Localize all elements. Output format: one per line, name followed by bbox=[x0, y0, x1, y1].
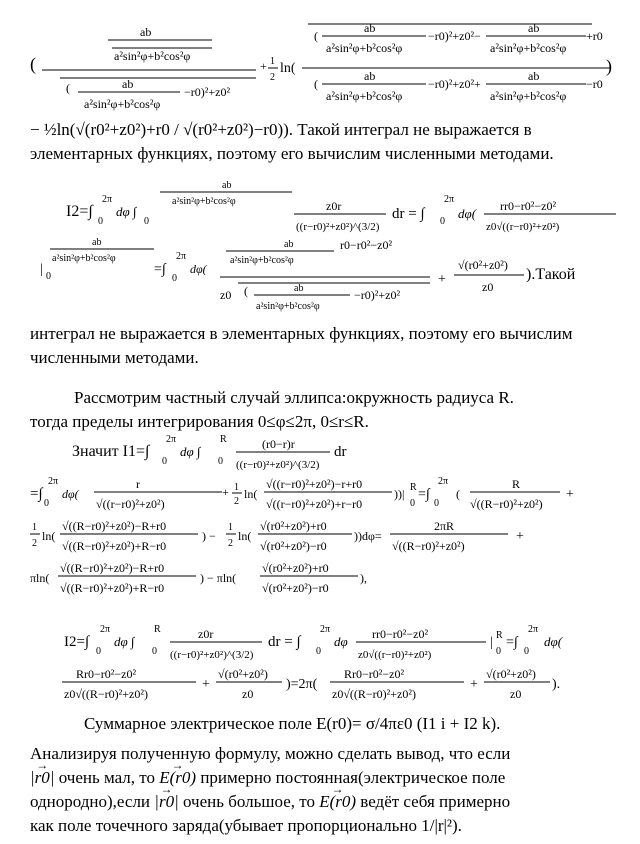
conclusion-line-3a: однородно),если bbox=[30, 792, 151, 811]
svg-text:=∫: =∫ bbox=[506, 635, 518, 650]
formula-i1-head-graphic bbox=[30, 432, 616, 478]
svg-text:+: + bbox=[516, 529, 524, 544]
paragraph-2-text: интеграл не выражается в элементарных функциях, поэтому его вычислим численными методами. bbox=[30, 324, 573, 367]
formula-i2-line2-graphic bbox=[30, 235, 616, 325]
svg-text:r0−r0²−z0²: r0−r0²−z0² bbox=[340, 238, 393, 252]
conclusion-line-3 bbox=[30, 790, 616, 814]
svg-text:ab: ab bbox=[364, 21, 376, 35]
svg-text:))dφ=: ))dφ= bbox=[354, 529, 382, 543]
formula-i1-line2 bbox=[30, 476, 616, 518]
svg-text:√((R−r0)²+z0²)+R−r0: √((R−r0)²+z0²)+R−r0 bbox=[60, 581, 165, 595]
svg-text:2π: 2π bbox=[176, 251, 187, 262]
svg-text:dr = ∫: dr = ∫ bbox=[268, 634, 301, 650]
svg-text:R: R bbox=[410, 482, 417, 493]
formula-i1-line3 bbox=[30, 516, 616, 560]
svg-text:2π: 2π bbox=[438, 476, 449, 487]
svg-text:0: 0 bbox=[440, 216, 445, 227]
formula-i2-line1 bbox=[30, 180, 616, 240]
svg-text:) − πln(: ) − πln( bbox=[200, 571, 237, 585]
svg-text:r: r bbox=[136, 477, 140, 491]
svg-text:z0r: z0r bbox=[198, 627, 214, 641]
svg-text:z0√((R−r0)²+z0²): z0√((R−r0)²+z0²) bbox=[332, 687, 416, 701]
formula-i1-line4 bbox=[30, 560, 616, 602]
svg-text:(r0−r)r: (r0−r)r bbox=[262, 437, 295, 451]
svg-text:ab: ab bbox=[528, 21, 540, 35]
conclusion-line-2a: очень мал, то bbox=[58, 768, 155, 787]
svg-text:√(r0²+z0²)−r0: √(r0²+z0²)−r0 bbox=[262, 581, 329, 595]
svg-text:2: 2 bbox=[32, 538, 37, 549]
svg-text:a²sin²φ+b²cos²φ: a²sin²φ+b²cos²φ bbox=[326, 89, 403, 103]
conclusion-line-3c: ведёт себя примерно bbox=[360, 792, 511, 811]
svg-text:+: + bbox=[438, 272, 446, 287]
svg-text:),: ), bbox=[360, 571, 367, 585]
svg-text:|: | bbox=[40, 262, 43, 277]
svg-text:√(r0²+z0²): √(r0²+z0²) bbox=[486, 667, 536, 681]
svg-text:2π: 2π bbox=[102, 194, 113, 205]
svg-text:I2=∫: I2=∫ bbox=[64, 634, 90, 650]
svg-text:ln(: ln( bbox=[244, 487, 258, 501]
svg-text:√(r0²+z0²): √(r0²+z0²) bbox=[218, 667, 268, 681]
paragraph-2 bbox=[30, 322, 616, 370]
conclusion-line-4 bbox=[30, 814, 616, 838]
svg-text:ab: ab bbox=[92, 237, 102, 248]
svg-text:−r0)²+z0²: −r0)²+z0² bbox=[184, 85, 231, 99]
svg-text:(: ( bbox=[66, 81, 70, 95]
svg-text:ln(: ln( bbox=[238, 529, 252, 543]
svg-text:√((R−r0)²+z0²)−R+r0: √((R−r0)²+z0²)−R+r0 bbox=[60, 561, 165, 575]
svg-text:+: + bbox=[202, 677, 210, 692]
svg-text:0: 0 bbox=[434, 498, 439, 509]
svg-text:2π: 2π bbox=[100, 624, 111, 635]
svg-text:0: 0 bbox=[496, 646, 501, 657]
svg-text:R: R bbox=[220, 434, 227, 445]
svg-text:I2=∫: I2=∫ bbox=[66, 203, 93, 220]
svg-text:=∫: =∫ bbox=[30, 486, 43, 502]
formula-i2b-line1 bbox=[30, 620, 616, 668]
svg-text:√((R−r0)²+z0²)−R+r0: √((R−r0)²+z0²)−R+r0 bbox=[62, 519, 167, 533]
svg-text:(: ( bbox=[30, 54, 36, 74]
svg-text:2π: 2π bbox=[444, 194, 455, 205]
svg-text:0: 0 bbox=[152, 646, 157, 657]
svg-text:0: 0 bbox=[172, 273, 177, 284]
svg-text:z0√((r−r0)²+z0²): z0√((r−r0)²+z0²) bbox=[358, 649, 432, 661]
svg-text:rr0−r0²−z0²: rr0−r0²−z0² bbox=[500, 199, 557, 213]
svg-text:((r−r0)²+z0²)^(3/2): ((r−r0)²+z0²)^(3/2) bbox=[296, 221, 380, 233]
svg-text:(: ( bbox=[244, 284, 248, 298]
svg-text:2π: 2π bbox=[166, 434, 177, 445]
sum-field-label: Суммарное электрическое поле bbox=[84, 714, 312, 733]
formula-i2-line2 bbox=[30, 235, 616, 325]
formula-i1-line4-graphic bbox=[30, 560, 616, 602]
conclusion-line-4-frac: 1/|r|²). bbox=[421, 816, 462, 835]
svg-text:−r0: −r0 bbox=[586, 77, 603, 91]
r0-abs-symbol: → |r0| bbox=[30, 766, 54, 790]
svg-text:2πR: 2πR bbox=[434, 519, 455, 533]
svg-text:√(r0²+z0²)−r0: √(r0²+z0²)−r0 bbox=[260, 539, 327, 553]
svg-text:0: 0 bbox=[144, 216, 149, 227]
svg-text:a²sin²φ+b²cos²φ: a²sin²φ+b²cos²φ bbox=[326, 41, 403, 55]
svg-text:√((R−r0)²+z0²): √((R−r0)²+z0²) bbox=[470, 497, 543, 511]
svg-text:z0: z0 bbox=[220, 288, 232, 302]
sum-field-formula: E(r0)= σ/4πε0 (I1 i + I2 k). bbox=[316, 714, 501, 733]
svg-text:0: 0 bbox=[46, 271, 51, 282]
svg-text:+r0: +r0 bbox=[586, 29, 603, 43]
svg-text:ab: ab bbox=[140, 25, 152, 39]
paragraph-3 bbox=[30, 386, 616, 410]
svg-text:a²sin²φ+b²cos²φ: a²sin²φ+b²cos²φ bbox=[114, 49, 191, 63]
svg-text:)=2π(: )=2π( bbox=[286, 677, 318, 692]
field-symbol-2: → E(r0) bbox=[319, 790, 356, 814]
svg-text:0: 0 bbox=[218, 456, 223, 467]
svg-text:ab: ab bbox=[284, 239, 294, 250]
svg-text:√((r−r0)²+z0²): √((r−r0)²+z0²) bbox=[96, 497, 165, 511]
svg-text:dφ(: dφ( bbox=[62, 487, 79, 501]
svg-text:0: 0 bbox=[524, 646, 529, 657]
svg-text:a²sin²φ+b²cos²φ: a²sin²φ+b²cos²φ bbox=[52, 253, 116, 264]
paragraph-3-line1: Рассмотрим частный случай эллипса:окружность радиуса R. bbox=[74, 388, 514, 407]
svg-text:+: + bbox=[260, 59, 267, 73]
svg-text:Rr0−r0²−z0²: Rr0−r0²−z0² bbox=[76, 667, 137, 681]
svg-text:1: 1 bbox=[270, 56, 275, 67]
svg-text:ab: ab bbox=[294, 283, 304, 294]
paragraph-3b bbox=[30, 410, 616, 434]
svg-text:πln(: πln( bbox=[30, 571, 50, 585]
svg-text:−r0)²+z0²−: −r0)²+z0²− bbox=[428, 29, 481, 43]
svg-text:dφ ∫: dφ ∫ bbox=[116, 204, 137, 219]
conclusion-line-1: Анализируя полученную формулу, можно сделать вывод, что если bbox=[30, 744, 511, 763]
svg-text:=∫: =∫ bbox=[418, 487, 430, 502]
svg-text:1: 1 bbox=[234, 482, 239, 493]
svg-text:dr: dr bbox=[334, 444, 347, 460]
svg-text:ln(: ln( bbox=[42, 529, 56, 543]
svg-text:|: | bbox=[490, 635, 493, 650]
sum-field-line bbox=[30, 712, 616, 742]
svg-text:1: 1 bbox=[228, 522, 233, 533]
svg-text:dφ(: dφ( bbox=[458, 206, 477, 221]
svg-text:ln(: ln( bbox=[280, 61, 296, 76]
svg-text:ab: ab bbox=[528, 69, 540, 83]
svg-text:a²sin²φ+b²cos²φ: a²sin²φ+b²cos²φ bbox=[172, 196, 236, 207]
svg-text:z0: z0 bbox=[510, 687, 522, 701]
svg-text:√(r0²+z0²): √(r0²+z0²) bbox=[458, 258, 508, 272]
svg-text:z0√((r−r0)²+z0²): z0√((r−r0)²+z0²) bbox=[486, 221, 560, 233]
svg-text:√((r−r0)²+z0²)−r+r0: √((r−r0)²+z0²)−r+r0 bbox=[266, 477, 363, 491]
svg-text:z0: z0 bbox=[242, 687, 254, 701]
svg-text:a²sin²φ+b²cos²φ: a²sin²φ+b²cos²φ bbox=[230, 255, 294, 266]
svg-text:(: ( bbox=[456, 487, 460, 501]
svg-text:R: R bbox=[512, 477, 521, 491]
svg-text:ab: ab bbox=[122, 77, 134, 91]
svg-text:0: 0 bbox=[96, 646, 101, 657]
svg-text:z0√((R−r0)²+z0²): z0√((R−r0)²+z0²) bbox=[64, 687, 148, 701]
svg-text:))|: ))| bbox=[394, 487, 405, 501]
svg-text:1: 1 bbox=[32, 522, 37, 533]
formula-i1-line2-graphic bbox=[30, 476, 616, 518]
conclusion-paragraph bbox=[30, 742, 616, 838]
paragraph-1 bbox=[30, 118, 616, 166]
svg-text:a²sin²φ+b²cos²φ: a²sin²φ+b²cos²φ bbox=[490, 89, 567, 103]
svg-text:√((R−r0)²+z0²)+R−r0: √((R−r0)²+z0²)+R−r0 bbox=[62, 539, 167, 553]
formula-top bbox=[30, 10, 616, 120]
svg-text:0: 0 bbox=[98, 216, 103, 227]
svg-text:+: + bbox=[470, 677, 478, 692]
svg-text:rr0−r0²−z0²: rr0−r0²−z0² bbox=[372, 627, 429, 641]
formula-i2b-line1-graphic bbox=[30, 620, 616, 668]
svg-text:2: 2 bbox=[234, 496, 239, 507]
svg-text:2π: 2π bbox=[320, 624, 331, 635]
svg-text:0: 0 bbox=[44, 498, 49, 509]
paragraph-1-text: − ½ln(√(r0²+z0²)+r0 / √(r0²+z0²)−r0)). Такой интеграл не выражается в элементарных функциях, поэтому его вычислим численными методами. bbox=[30, 120, 554, 163]
conclusion-line-4-text: как поле точечного заряда(убывает пропорционально bbox=[30, 816, 417, 835]
r0-abs-symbol-2: → |r0| bbox=[154, 790, 178, 814]
svg-text:+: + bbox=[222, 485, 229, 499]
svg-text:2π: 2π bbox=[528, 624, 539, 635]
svg-text:ab: ab bbox=[222, 180, 232, 191]
svg-text:): ) bbox=[606, 56, 612, 76]
svg-text:) −: ) − bbox=[202, 529, 216, 543]
svg-text:−r0)²+z0²: −r0)²+z0² bbox=[354, 288, 401, 302]
formula-i2b-line2 bbox=[30, 666, 616, 708]
field-symbol: → E(r0) bbox=[159, 766, 196, 790]
paragraph-3-line2: тогда пределы интегрирования 0≤φ≤2π, 0≤r≤R. bbox=[30, 412, 369, 431]
svg-text:0: 0 bbox=[410, 498, 415, 509]
svg-text:dr = ∫: dr = ∫ bbox=[392, 206, 425, 222]
svg-text:z0r: z0r bbox=[326, 199, 342, 213]
svg-text:R: R bbox=[496, 630, 503, 641]
formula-i2b-line2-graphic bbox=[30, 666, 616, 708]
svg-text:).Такой: ).Такой bbox=[526, 266, 576, 283]
formula-i1-line3-graphic bbox=[30, 516, 616, 560]
svg-text:2: 2 bbox=[270, 72, 275, 83]
conclusion-line-3b: очень большое, то bbox=[183, 792, 315, 811]
svg-text:Rr0−r0²−z0²: Rr0−r0²−z0² bbox=[344, 667, 405, 681]
svg-text:).: ). bbox=[552, 677, 561, 692]
svg-text:a²sin²φ+b²cos²φ: a²sin²φ+b²cos²φ bbox=[256, 301, 320, 312]
svg-text:a²sin²φ+b²cos²φ: a²sin²φ+b²cos²φ bbox=[84, 97, 161, 111]
svg-text:dφ(: dφ( bbox=[190, 262, 207, 276]
svg-text:√((r−r0)²+z0²)+r−r0: √((r−r0)²+z0²)+r−r0 bbox=[266, 497, 363, 511]
svg-text:((r−r0)²+z0²)^(3/2): ((r−r0)²+z0²)^(3/2) bbox=[170, 649, 254, 661]
svg-text:2π: 2π bbox=[48, 476, 59, 487]
svg-text:dφ(: dφ( bbox=[544, 634, 563, 649]
svg-text:dφ ∫: dφ ∫ bbox=[114, 634, 135, 649]
svg-text:+: + bbox=[566, 487, 574, 502]
svg-text:((r−r0)²+z0²)^(3/2): ((r−r0)²+z0²)^(3/2) bbox=[236, 459, 320, 471]
svg-text:=∫: =∫ bbox=[154, 262, 166, 277]
svg-text:2: 2 bbox=[228, 538, 233, 549]
svg-text:√(r0²+z0²)+r0: √(r0²+z0²)+r0 bbox=[260, 519, 327, 533]
svg-text:0: 0 bbox=[316, 646, 321, 657]
formula-i2-line1-graphic bbox=[30, 180, 616, 240]
svg-text:ab: ab bbox=[364, 69, 376, 83]
svg-text:(: ( bbox=[314, 77, 318, 91]
svg-text:z0: z0 bbox=[482, 280, 494, 294]
svg-text:Значит I1=∫: Значит I1=∫ bbox=[72, 443, 150, 460]
svg-text:R: R bbox=[154, 624, 161, 635]
svg-text:dφ ∫: dφ ∫ bbox=[180, 444, 201, 459]
svg-text:√((R−r0)²+z0²): √((R−r0)²+z0²) bbox=[392, 539, 465, 553]
conclusion-line-2b: примерно постоянная(электрическое поле bbox=[200, 768, 506, 787]
svg-text:dφ: dφ bbox=[334, 634, 348, 649]
svg-text:0: 0 bbox=[162, 456, 167, 467]
formula-i1-head bbox=[30, 432, 616, 478]
svg-text:−r0)²+z0²+: −r0)²+z0²+ bbox=[428, 77, 481, 91]
svg-text:a²sin²φ+b²cos²φ: a²sin²φ+b²cos²φ bbox=[490, 41, 567, 55]
formula-top-graphic bbox=[30, 10, 616, 120]
svg-text:√(r0²+z0²)+r0: √(r0²+z0²)+r0 bbox=[262, 561, 329, 575]
svg-text:(: ( bbox=[314, 29, 318, 43]
